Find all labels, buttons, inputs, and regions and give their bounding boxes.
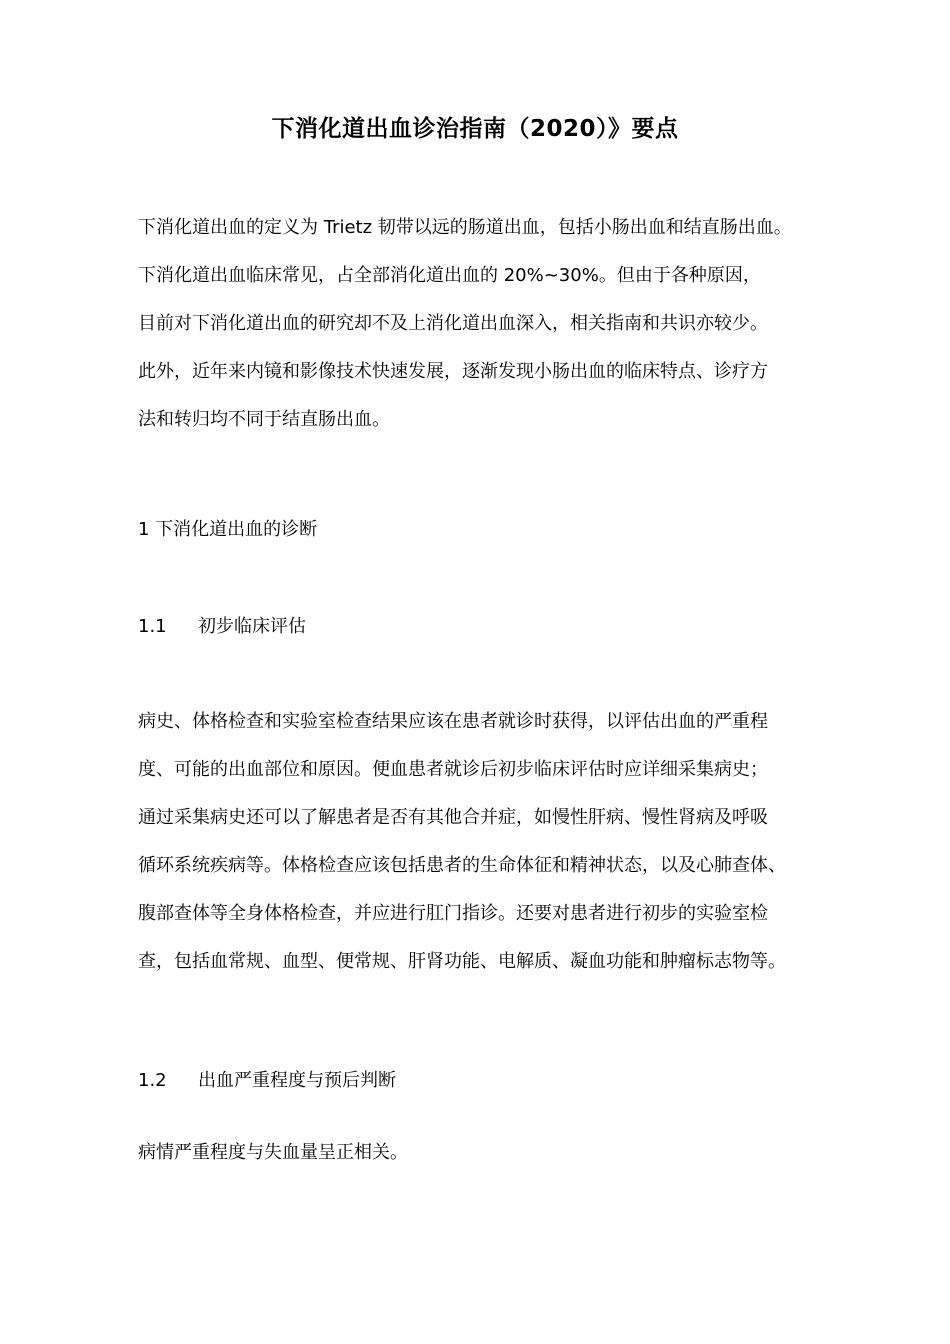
intro-line: 目前对下消化道出血的研究却不及上消化道出血深入，相关指南和共识亦较少。 bbox=[138, 313, 768, 334]
intro-line: 法和转归均不同于结直肠出血。 bbox=[138, 409, 390, 430]
section-1-2-paragraph bbox=[138, 1129, 838, 1177]
intro-line: 此外，近年来内镜和影像技术快速发展，逐渐发现小肠出血的临床特点、诊疗方 bbox=[138, 361, 768, 382]
paragraph-line: 病情严重程度与失血量呈正相关。 bbox=[138, 1142, 408, 1163]
intro-paragraph bbox=[138, 204, 838, 444]
paragraph-line: 通过采集病史还可以了解患者是否有其他合并症，如慢性肝病、慢性肾病及呼吸 bbox=[138, 807, 768, 828]
section-number: 1.2 bbox=[138, 1070, 167, 1091]
section-heading-1: 1 下消化道出血的诊断 bbox=[138, 519, 318, 540]
paragraph-line: 病史、体格检查和实验室检查结果应该在患者就诊时获得，以评估出血的严重程 bbox=[138, 711, 768, 732]
section-title: 初步临床评估 bbox=[198, 616, 306, 637]
paragraph-line: 度、可能的出血部位和原因。便血患者就诊后初步临床评估时应详细采集病史； bbox=[138, 759, 768, 780]
intro-line: 下消化道出血临床常见，占全部消化道出血的 20%~30%。但由于各种原因， bbox=[138, 265, 761, 286]
paragraph-line: 腹部查体等全身体格检查，并应进行肛门指诊。还要对患者进行初步的实验室检 bbox=[138, 903, 768, 924]
section-number: 1.1 bbox=[138, 616, 167, 637]
section-heading-1-2 bbox=[138, 1066, 396, 1092]
intro-line: 下消化道出血的定义为 Trietz 韧带以远的肠道出血，包括小肠出血和结直肠出血。 bbox=[138, 217, 792, 238]
paragraph-line: 循环系统疾病等。体格检查应该包括患者的生命体征和精神状态，以及心肺查体、 bbox=[138, 855, 786, 876]
section-1-1-paragraph bbox=[138, 698, 838, 986]
document-title: 下消化道出血诊治指南（2020）》要点 bbox=[271, 116, 679, 142]
paragraph-line: 查，包括血常规、血型、便常规、肝肾功能、电解质、凝血功能和肿瘤标志物等。 bbox=[138, 951, 786, 972]
section-title: 出血严重程度与预后判断 bbox=[198, 1070, 396, 1091]
section-heading-1-1 bbox=[138, 612, 306, 638]
